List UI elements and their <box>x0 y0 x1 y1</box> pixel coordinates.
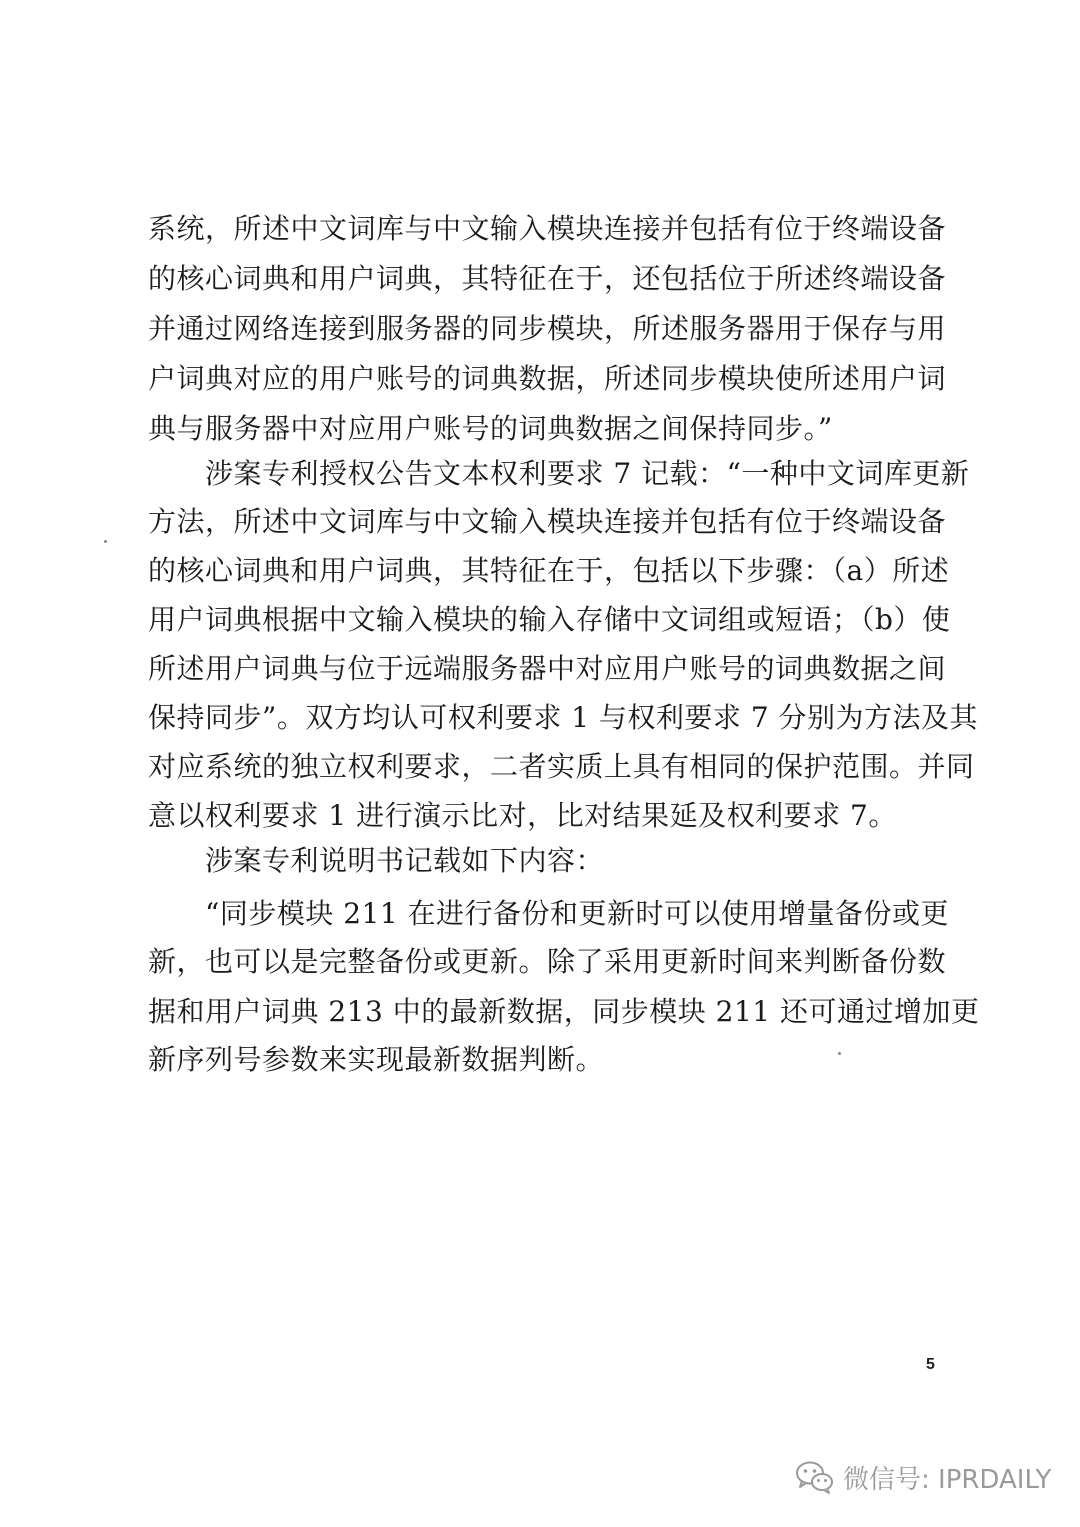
scan-speck <box>104 540 107 543</box>
scan-speck <box>838 1052 841 1055</box>
text-line: 用户词典根据中文输入模块的输入存储中文词组或短语；（b）使 <box>148 603 951 636</box>
page-number: 5 <box>926 1356 935 1373</box>
text-line: 典与服务器中对应用户账号的词典数据之间保持同步。” <box>148 412 833 445</box>
paragraph-start-line: 涉案专利说明书记载如下内容： <box>205 844 605 877</box>
wechat-icon <box>795 1459 835 1495</box>
text-line: 据和用户词典 213 中的最新数据，同步模块 211 还可通过增加更 <box>148 995 980 1028</box>
text-line: 对应系统的独立权利要求，二者实质上具有相同的保护范围。并同 <box>148 750 975 783</box>
watermark <box>795 1455 1051 1499</box>
text-line: 意以权利要求 1 进行演示比对，比对结果延及权利要求 7。 <box>148 799 897 832</box>
paragraph-start-line: “同步模块 211 在进行备份和更新时可以使用增量备份或更 <box>205 897 950 930</box>
text-line: 所述用户词典与位于远端服务器中对应用户账号的词典数据之间 <box>148 652 947 685</box>
text-line: 新，也可以是完整备份或更新。除了采用更新时间来判断备份数 <box>148 945 947 978</box>
text-line: 户词典对应的用户账号的词典数据，所述同步模块使所述用户词 <box>148 362 947 395</box>
text-line: 并通过网络连接到服务器的同步模块，所述服务器用于保存与用 <box>148 312 947 345</box>
paragraph-start-line: 涉案专利授权公告文本权利要求 7 记载：“一种中文词库更新 <box>205 457 970 490</box>
watermark-text: 微信号: IPRDAILY <box>843 1464 1052 1495</box>
text-line: 保持同步”。双方均认可权利要求 1 与权利要求 7 分别为方法及其 <box>148 701 979 734</box>
text-line: 的核心词典和用户词典，其特征在于，还包括位于所述终端设备 <box>148 262 947 295</box>
text-line: 新序列号参数来实现最新数据判断。 <box>148 1043 605 1076</box>
text-line: 系统，所述中文词库与中文输入模块连接并包括有位于终端设备 <box>148 212 947 245</box>
text-line: 方法，所述中文词库与中文输入模块连接并包括有位于终端设备 <box>148 505 947 538</box>
text-line: 的核心词典和用户词典，其特征在于，包括以下步骤：（a）所述 <box>148 554 950 587</box>
